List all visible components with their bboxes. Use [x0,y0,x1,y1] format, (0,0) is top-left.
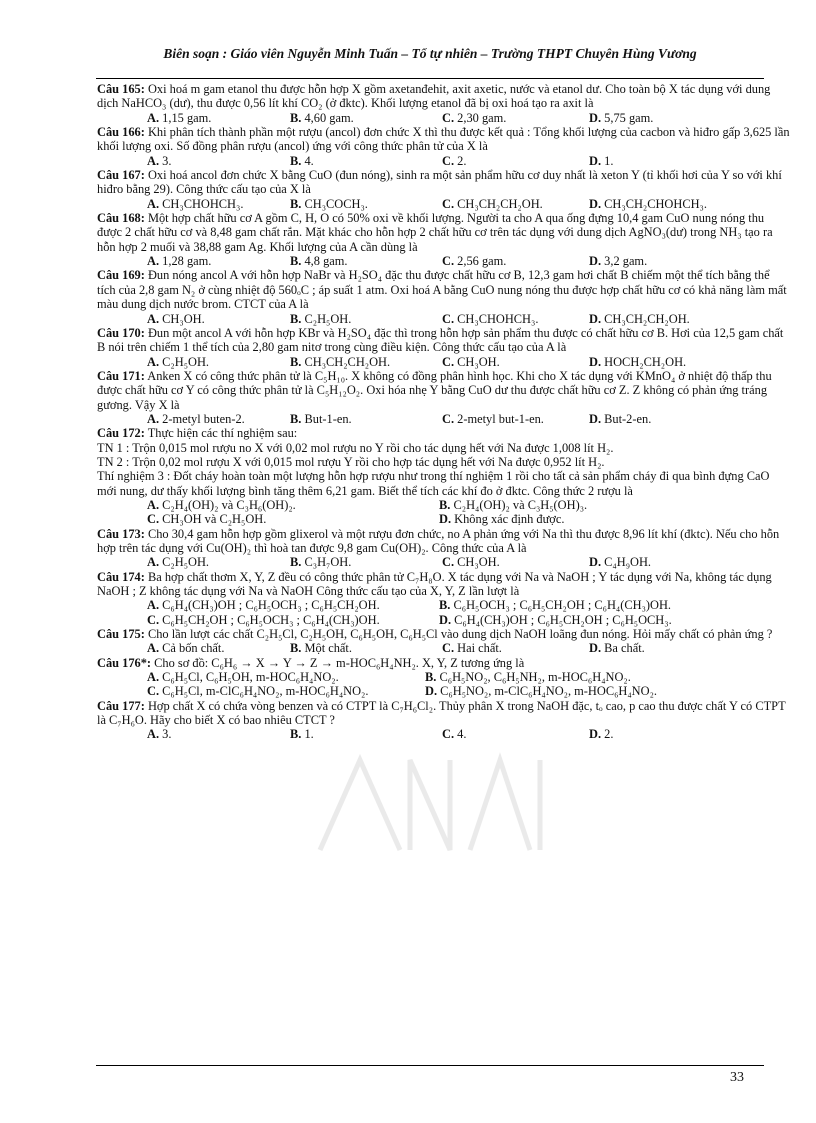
answer-option [147,254,211,268]
option-text: C₂H₅OH. [162,354,210,369]
option-letter: C. [442,555,455,570]
question-168 [97,211,791,254]
option-text: C₆H₅OCH₃ ; C₆H₅CH₂OH ; C₆H₄(CH₃)OH. [453,598,672,613]
option-letter: C. [442,411,455,426]
question-number: Câu 174: [97,569,145,584]
experiment-line: TN 2 : Trộn 0,02 mol rượu X với 0,015 mol rượu Y rồi cho hợp tác dụng hết với Na được 0,952 lít H₂. [97,454,605,469]
answer-option [589,641,645,655]
question-165 [97,82,791,111]
question-text: Khi phân tích thành phần một rượu (ancol) đơn chức X thì thu được kết quả : Tổng khối lượng của cacbon và hiđro gấp 3,625 lần khối lượng oxi. Số đồng phân rượu (ancol) ứng với công thức phân tử của X là [97,125,790,154]
question-text: Ba hợp chất thơm X, Y, Z đều có công thức phân tử C₇H₈O. X tác dụng với Na và NaOH ; Y tác dụng với Na, không tác dụng NaOH ; Z không tác dụng với Na và NaOH Công thức cấu tạo của X, Y, Z lần lượt là [97,569,772,599]
option-letter: B. [290,110,302,125]
answer-option [147,555,209,569]
answer-option [439,613,672,627]
option-letter: B. [439,598,451,613]
question-number: Câu 175: [97,627,145,642]
options-row [97,512,791,526]
answer-option [147,111,211,125]
options-row [97,111,791,125]
question-number: Câu 167: [97,168,145,183]
option-text: 4,60 gam. [304,110,354,125]
page-number: 33 [730,1070,744,1085]
option-letter: A. [147,153,160,168]
answer-option [442,254,506,268]
question-text: Oxi hoá ancol đơn chức X bằng CuO (đun nóng), sinh ra một sản phẩm hữu cơ duy nhất là xeton Y (tỉ khối hơi của Y so với khí hiđro bằng 29). Công thức cấu tạo của X là [97,168,782,197]
answer-option [589,312,690,326]
answer-option [147,641,224,655]
answer-option [147,598,380,612]
option-letter: D. [589,153,602,168]
answer-option [147,613,380,627]
answer-option [290,555,351,569]
option-text: C₆H₄(CH₃)OH ; C₆H₅OCH₃ ; C₆H₅CH₂OH. [162,598,380,613]
question-list [97,82,791,742]
option-text: But-2-en. [604,411,652,426]
question-text: Đun một ancol A với hỗn hợp KBr và H₂SO₄ đặc thì trong hỗn hợp sản phẩm thu được có chất hữu cơ B. Hơi của 12,5 gam chất B nói trên chiếm 1 thể tích của 2,80 gam nitơ trong cùng điều kiện. Công thức cấu tạo của A là [97,325,784,355]
question-text: Cho lần lượt các chất C₂H₅Cl, C₂H₅OH, C₆H₅OH, C₆H₅Cl vào dung dịch NaOH loãng đun nóng. Hỏi mấy chất có phản ứng ? [147,627,773,642]
answer-option [589,197,707,211]
answer-option [147,355,209,369]
option-letter: A. [147,555,160,570]
options-row [97,154,791,168]
option-letter: C. [147,612,160,627]
question-text: Hợp chất X có chứa vòng benzen và có CTPT là C₇H₆Cl₂. Thủy phân X trong NaOH đặc, tₒ cao, p cao thu được chất Y có CTPT là C₇H₆O. Hãy cho biết X có bao nhiêu CTCT ? [97,698,786,728]
answer-option [589,254,647,268]
option-text: 2,30 gam. [457,110,507,125]
options-row [97,684,791,698]
question-number: Câu 168: [97,211,145,226]
options-row [97,727,791,741]
option-letter: A. [147,254,160,269]
option-text: 2. [604,727,614,742]
footer-divider [96,1065,764,1066]
option-text: CH₃OH. [457,555,500,570]
answer-option [290,111,354,125]
option-letter: D. [589,555,602,570]
option-text: CH₃CH₂CH₂OH. [604,311,690,326]
answer-option [589,727,613,741]
answer-option [290,355,390,369]
answer-option [290,412,352,426]
option-text: C₆H₅Cl, C₆H₅OH, m-HOC₆H₄NO₂. [162,670,339,685]
options-row [97,197,791,211]
question-number: Câu 169: [97,268,145,283]
option-letter: C. [147,512,160,527]
option-text: C₆H₅NO₂, C₆H₅NH₂, m-HOC₆H₄NO₂. [439,670,631,685]
options-row [97,498,791,512]
question-text: Cho 30,4 gam hỗn hợp gồm glixerol và một rượu đơn chức, no A phản ứng với Na thì thu được 8,96 lít khí (đktc). Nếu cho hỗn hợp trên tác dụng với Cu(OH)₂ thì hoà tan được 9,8 gam Cu(OH)₂. Công thức của A là [97,526,780,555]
option-text: HOCH₂CH₂OH. [604,354,687,369]
option-text: 1,28 gam. [162,254,212,269]
option-text: 2. [457,153,467,168]
option-text: C₆H₄(CH₃)OH ; C₆H₅CH₂OH ; C₆H₅OCH₃. [454,612,672,627]
option-letter: A. [147,598,160,613]
option-text: Không xác định được. [454,512,565,527]
option-letter: B. [439,497,451,512]
question-number: Câu 173: [97,526,145,541]
experiment-line: Thí nghiệm 3 : Đốt cháy hoàn toàn một lượng hỗn hợp rượu như trong thí nghiệm 1 rồi cho tất cả sản phẩm cháy đi qua bình đựng CaO mới nung, dư thấy khối lượng bình tăng thêm 6,21 gam. Biết thể tích các khí đo ở đktc. Công thức 2 rượu là [97,469,770,498]
question-number: Câu 172: [97,426,145,441]
option-text: 2,56 gam. [457,254,507,269]
option-letter: D. [589,196,602,211]
option-text: 3,2 gam. [604,254,648,269]
answer-option [290,197,368,211]
answer-option [589,555,651,569]
question-170 [97,326,791,355]
question-167 [97,168,791,197]
option-text: CH₃OH. [457,354,500,369]
option-letter: D. [425,684,438,699]
answer-option [442,412,544,426]
answer-option [147,727,171,741]
option-letter: C. [442,311,455,326]
option-text: 4. [304,153,314,168]
answer-option [442,555,500,569]
option-text: CH₃CH₂CH₂OH. [457,196,543,211]
option-text: 3. [162,153,172,168]
answer-option [290,727,314,741]
answer-option [442,197,543,211]
options-row [97,613,791,627]
answer-option [442,727,466,741]
option-letter: C. [147,684,160,699]
option-letter: C. [442,110,455,125]
answer-option [147,670,339,684]
option-text: Ba chất. [604,641,645,656]
option-letter: B. [290,196,302,211]
option-letter: B. [290,727,302,742]
option-letter: A. [147,311,160,326]
answer-option [442,641,502,655]
option-text: C₄H₉OH. [604,555,652,570]
option-text: 4. [457,727,467,742]
option-text: C₃H₇OH. [304,555,352,570]
experiment-line: TN 1 : Trộn 0,015 mol rượu no X với 0,02 mol rượu no Y rồi cho tác dụng hết với Na được 1,008 lít H₂. [97,440,614,455]
option-text: CH₃COCH₃. [304,196,368,211]
answer-option [589,111,653,125]
answer-option [147,684,368,698]
answer-option [439,598,671,612]
answer-option [290,254,348,268]
question-number: Câu 177: [97,698,145,713]
question-177 [97,699,791,728]
option-text: CH₃CH₂CH₂OH. [304,354,391,369]
question-173 [97,527,791,556]
answer-option [589,154,613,168]
option-letter: C. [442,196,455,211]
answer-option [439,498,587,512]
option-letter: A. [147,110,160,125]
option-text: C₂H₅OH. [304,311,352,326]
option-letter: C. [442,641,455,656]
option-letter: D. [589,110,602,125]
question-text: Cho sơ đồ: C₆H₆ → X → Y → Z → m-HOC₆H₄NH₂. X, Y, Z tương ứng là [154,655,525,670]
option-letter: C. [442,354,455,369]
option-letter: B. [290,354,302,369]
answer-option [442,154,466,168]
question-171 [97,369,791,412]
option-letter: B. [290,411,302,426]
option-letter: C. [442,727,455,742]
options-row [97,312,791,326]
option-text: C₆H₅Cl, m-ClC₆H₄NO₂, m-HOC₆H₄NO₂. [162,684,369,699]
option-letter: C. [442,254,455,269]
option-text: 1. [604,153,614,168]
question-number: Câu 166: [97,125,145,140]
option-letter: D. [439,612,452,627]
question-text: Oxi hoá m gam etanol thu được hỗn hợp X gồm axetanđehit, axit axetic, nước và etanol dư. Cho toàn bộ X tác dụng với dung dịch NaHCO₃ (dư), thu được 0,56 lít khí CO₂ (ở đktc). Khối lượng etanol đã bị oxi hoá tạo ra axit là [97,82,771,111]
option-letter: A. [147,196,160,211]
answer-option [290,154,314,168]
question-172 [97,426,791,440]
option-letter: A. [147,727,160,742]
option-letter: B. [290,254,302,269]
option-text: CH₃OH và C₂H₅OH. [162,512,267,527]
option-text: 1. [304,727,314,742]
option-letter: A. [147,497,160,512]
option-text: 1,15 gam. [162,110,212,125]
answer-option [425,670,631,684]
answer-option [147,197,243,211]
question-174 [97,570,791,599]
option-text: C₂H₄(OH)₂ và C₃H₆(OH)₂. [162,497,296,512]
options-row [97,670,791,684]
option-letter: D. [589,254,602,269]
option-letter: D. [589,641,602,656]
question-number: Câu 170: [97,325,145,340]
answer-option [442,355,500,369]
answer-option [147,512,266,526]
option-letter: A. [147,411,160,426]
option-letter: B. [290,153,302,168]
option-letter: A. [147,641,160,656]
answer-option [147,498,296,512]
options-row [97,555,791,569]
option-letter: B. [290,555,302,570]
option-text: C₆H₅NO₂, m-ClC₆H₄NO₂, m-HOC₆H₄NO₂. [440,684,657,699]
question-number: Câu 171: [97,368,145,383]
answer-option [147,312,205,326]
option-letter: D. [589,411,602,426]
option-letter: B. [425,670,437,685]
option-text: C₂H₄(OH)₂ và C₃H₅(OH)₃. [453,497,588,512]
answer-option [147,154,171,168]
options-row [97,412,791,426]
answer-option [589,355,686,369]
answer-option [442,111,506,125]
question-text: Thực hiện các thí nghiệm sau: [147,426,298,441]
option-letter: D. [589,311,602,326]
answer-option [290,641,352,655]
answer-option [147,412,245,426]
answer-option [439,512,564,526]
option-letter: B. [290,311,302,326]
option-text: CH₃OH. [162,311,205,326]
option-text: CH₃CHOHCH₃. [457,311,539,326]
options-row [97,641,791,655]
option-letter: D. [439,512,452,527]
option-text: Cả bốn chất. [162,641,225,656]
option-letter: B. [290,641,302,656]
page-header: Biên soạn : Giáo viên Nguyễn Minh Tuấn – Tổ tự nhiên – Trường THPT Chuyên Hùng Vương [163,46,697,61]
answer-option [589,412,651,426]
question-text: Anken X có công thức phân tử là C₅H₁₀. X không có đồng phân hình học. Khi cho X tác dụng với KMnO₄ ở nhiệt độ thấp thu được chất hữu cơ Y có công thức phân tử là C₅H₁₂O₂. Oxi hóa nhẹ Y bằng CuO dư thu được chất hữu cơ Z. Z không có phản ứng tráng gương. Vậy X là [97,368,772,412]
option-text: 2-metyl buten-2. [162,411,245,426]
option-text: C₆H₅CH₂OH ; C₆H₅OCH₃ ; C₆H₄(CH₃)OH. [162,612,380,627]
option-text: Hai chất. [457,641,502,656]
option-text: But-1-en. [304,411,352,426]
question-176 [97,656,791,670]
option-letter: D. [589,727,602,742]
option-text: CH₃CHOHCH₃. [162,196,244,211]
options-row [97,254,791,268]
question-175 [97,627,791,641]
option-letter: C. [442,153,455,168]
answer-option [425,684,657,698]
option-text: 2-metyl but-1-en. [457,411,544,426]
option-text: Một chất. [304,641,352,656]
question-text: Đun nóng ancol A với hỗn hợp NaBr và H₂SO₄ đặc thu được chất hữu cơ B, 12,3 gam hơi chất B chiếm một thể tích bằng thể tích của 2,8 gam N₂ ở cùng nhiệt độ 560ₒC ; áp suất 1 atm. Oxi hoá A bằng CuO nung nóng thu được hợp chất hữu cơ có khả năng làm mất màu dung dịch nước brom. CTCT của A là [97,268,787,312]
options-row [97,598,791,612]
question-166 [97,125,791,154]
option-text: CH₃CH₂CHOHCH₃. [604,196,707,211]
question-number: Câu 176*: [97,655,152,670]
question-number: Câu 165: [97,82,145,96]
option-text: 3. [162,727,172,742]
option-letter: A. [147,354,160,369]
option-text: 5,75 gam. [604,110,654,125]
answer-option [290,312,351,326]
answer-option [442,312,538,326]
question-text: Một hợp chất hữu cơ A gồm C, H, O có 50% oxi về khối lượng. Người ta cho A qua ống đựng 10,4 gam CuO nung nóng thu được 2 chất hữu cơ và 8,48 gam chất rắn. Mặt khác cho hỗn hợp 2 chất hữu cơ trên tác dụng với dung dịch AgNO₃(dư) trong NH₃ tạo ra hỗn hợp 2 muối và 38,88 gam Ag. Khối lượng của A cần dùng là [97,211,773,254]
header-divider [96,78,764,79]
option-text: 4,8 gam. [304,254,348,269]
option-letter: D. [589,354,602,369]
option-letter: A. [147,670,160,685]
option-text: C₂H₅OH. [162,555,210,570]
question-169 [97,268,791,311]
options-row [97,355,791,369]
